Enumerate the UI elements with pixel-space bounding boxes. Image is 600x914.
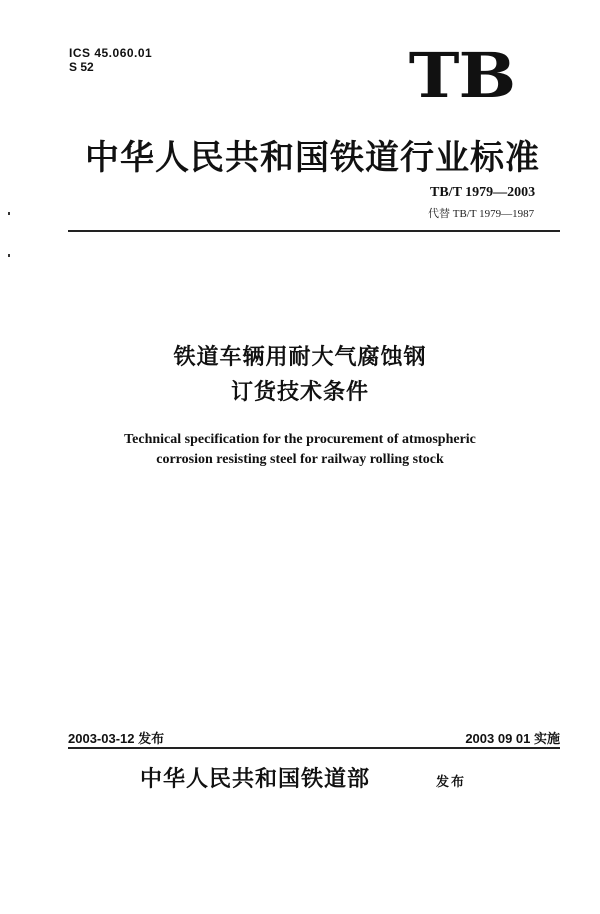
standard-category-title: 中华人民共和国铁道行业标准	[85, 138, 540, 178]
ics-code: ICS 45.060.01	[69, 46, 153, 60]
footer-divider	[68, 747, 560, 749]
replaced-standard: 代替 TB/T 1979—1987	[428, 208, 535, 220]
classification-code: S 52	[69, 60, 94, 74]
scan-speck	[8, 254, 10, 257]
document-title-cn-line2: 订货技术条件	[230, 380, 369, 405]
document-title-cn-line1: 铁道车辆用耐大气腐蚀钢	[173, 345, 427, 370]
scan-speck	[8, 212, 10, 215]
tb-logo: TB	[408, 39, 515, 112]
document-title-en-line2: corrosion resisting steel for railway rolling stock	[156, 452, 444, 467]
issuing-authority: 中华人民共和国铁道部	[140, 766, 371, 792]
document-title-en-line1: Technical specification for the procurement of atmospheric	[124, 432, 476, 447]
header-divider	[68, 230, 560, 232]
standard-number: TB/T 1979—2003	[430, 185, 536, 200]
implementation-date: 2003 09 01 实施	[465, 731, 560, 746]
issuing-action: 发布	[436, 774, 467, 789]
document-title-en	[0, 430, 600, 470]
issue-date: 2003-03-12 发布	[68, 731, 165, 746]
